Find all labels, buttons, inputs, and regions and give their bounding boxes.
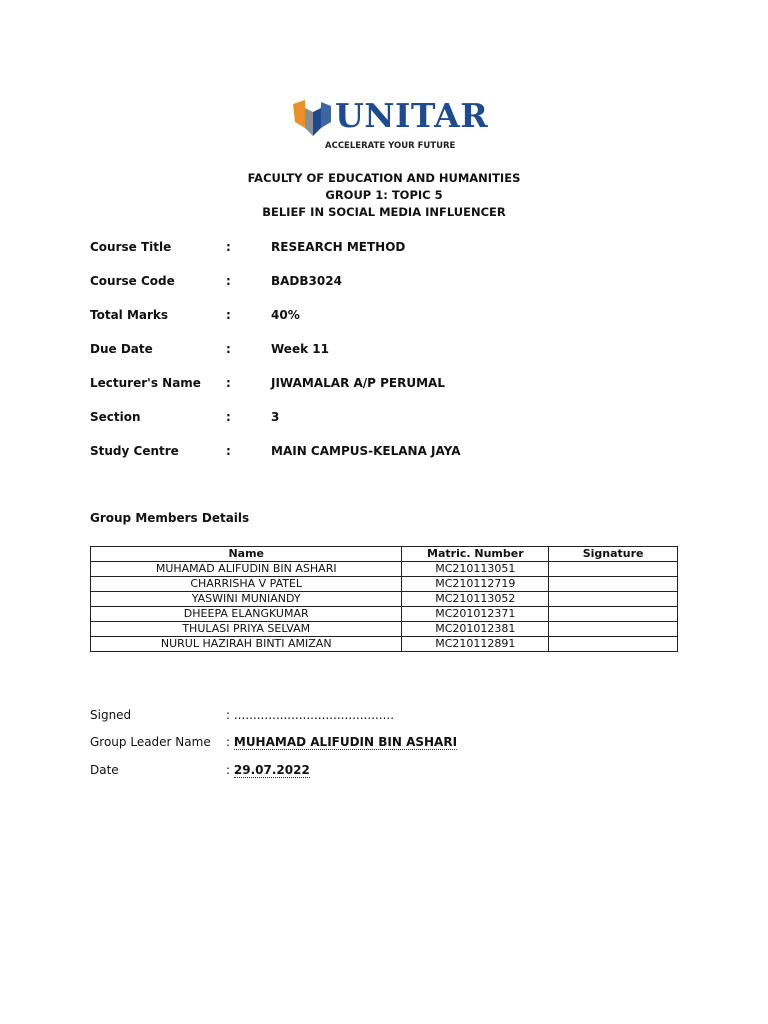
table-row xyxy=(91,607,678,622)
info-label: Due Date xyxy=(90,342,153,356)
info-label: Lecturer's Name xyxy=(90,376,201,390)
info-label: Course Code xyxy=(90,274,175,288)
member-matric: MC201012371 xyxy=(402,607,549,622)
member-name: CHARRISHA V PATEL xyxy=(91,577,402,592)
signed-label: Signed xyxy=(90,708,132,722)
member-signature xyxy=(549,562,678,577)
table-row xyxy=(91,577,678,592)
member-matric: MC210113052 xyxy=(402,592,549,607)
date-field xyxy=(226,763,310,777)
member-name: YASWINI MUNIANDY xyxy=(91,592,402,607)
date-value: 29.07.2022 xyxy=(233,763,310,777)
signed-value: : .......................................... xyxy=(226,708,395,722)
info-value: BADB3024 xyxy=(271,274,342,288)
info-value: Week 11 xyxy=(271,342,329,356)
member-signature xyxy=(549,637,678,652)
column-header-matric: Matric. Number xyxy=(402,547,549,562)
table-row xyxy=(91,622,678,637)
info-value: JIWAMALAR A/P PERUMAL xyxy=(271,376,445,390)
group-members-table xyxy=(90,546,678,652)
table-header-row xyxy=(91,547,678,562)
assignment-topic: BELIEF IN SOCIAL MEDIA INFLUENCER xyxy=(262,205,506,219)
unitar-logo xyxy=(289,94,489,154)
member-matric: MC210112891 xyxy=(402,637,549,652)
member-name: NURUL HAZIRAH BINTI AMIZAN xyxy=(91,637,402,652)
group-topic: GROUP 1: TOPIC 5 xyxy=(325,188,443,202)
info-colon: : xyxy=(226,342,231,356)
info-label: Course Title xyxy=(90,240,172,254)
info-colon: : xyxy=(226,274,231,288)
faculty-title: FACULTY OF EDUCATION AND HUMANITIES xyxy=(247,171,521,185)
member-signature xyxy=(549,592,678,607)
table-row xyxy=(91,592,678,607)
group-leader-colon: : xyxy=(226,735,231,749)
info-colon: : xyxy=(226,444,231,458)
group-leader-label: Group Leader Name xyxy=(90,735,211,749)
info-value: 40% xyxy=(271,308,300,322)
unitar-emblem-icon xyxy=(291,98,333,138)
info-label: Section xyxy=(90,410,141,424)
document-header xyxy=(0,170,768,221)
group-members-title: Group Members Details xyxy=(90,511,250,525)
member-name: DHEEPA ELANGKUMAR xyxy=(91,607,402,622)
date-label: Date xyxy=(90,763,119,777)
member-matric: MC201012381 xyxy=(402,622,549,637)
group-leader-name: MUHAMAD ALIFUDIN BIN ASHARI xyxy=(233,735,458,749)
logo-wordmark: UNITAR xyxy=(335,96,489,135)
member-name: MUHAMAD ALIFUDIN BIN ASHARI xyxy=(91,562,402,577)
info-colon: : xyxy=(226,240,231,254)
info-colon: : xyxy=(226,410,231,424)
member-signature xyxy=(549,622,678,637)
table-row xyxy=(91,637,678,652)
table-row xyxy=(91,562,678,577)
member-signature xyxy=(549,577,678,592)
column-header-signature: Signature xyxy=(549,547,678,562)
group-leader-field xyxy=(226,735,457,749)
info-value: 3 xyxy=(271,410,280,424)
info-label: Study Centre xyxy=(90,444,179,458)
member-matric: MC210112719 xyxy=(402,577,549,592)
column-header-name: Name xyxy=(91,547,402,562)
logo-tagline: ACCELERATE YOUR FUTURE xyxy=(325,141,456,151)
info-label: Total Marks xyxy=(90,308,169,322)
info-colon: : xyxy=(226,308,231,322)
member-name: THULASI PRIYA SELVAM xyxy=(91,622,402,637)
info-value: RESEARCH METHOD xyxy=(271,240,406,254)
date-colon: : xyxy=(226,763,231,777)
member-signature xyxy=(549,607,678,622)
member-matric: MC210113051 xyxy=(402,562,549,577)
info-value: MAIN CAMPUS-KELANA JAYA xyxy=(271,444,461,458)
info-colon: : xyxy=(226,376,231,390)
